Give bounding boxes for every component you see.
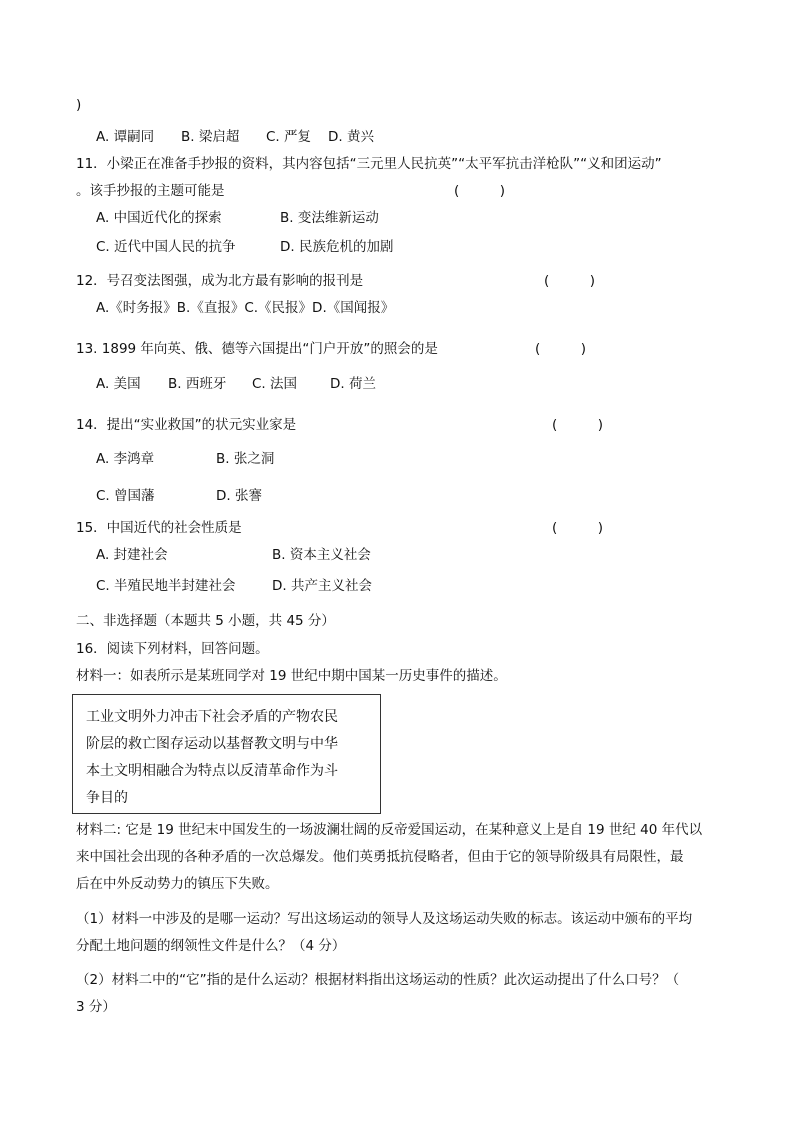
section2-heading: 二、非选择题（本题共 5 小题，共 45 分）: [76, 613, 335, 629]
q15-option-b: B. 资本主义社会: [272, 547, 371, 563]
material1-intro: 材料一：如表所示是某班同学对 19 世纪中期中国某一历史事件的描述。: [76, 668, 507, 684]
q16-stem: 16．阅读下列材料，回答问题。: [76, 641, 269, 657]
q13-stem: 13. 1899 年向英、俄、德等六国提出“门户开放”的照会的是: [76, 341, 438, 357]
q14-option-c: C. 曾国藩: [96, 488, 155, 504]
q14-stem: 14．提出“实业救国”的状元实业家是: [76, 417, 297, 433]
material1-box-line: 工业文明外力冲击下社会矛盾的产物农民: [86, 709, 338, 725]
q12-options: A.《时务报》B.《直报》C.《民报》D.《国闻报》: [96, 300, 395, 316]
q15-option-a: A. 封建社会: [96, 547, 168, 563]
q10-option-a: A. 谭嗣同: [96, 129, 155, 145]
q13-option-d: D. 荷兰: [330, 376, 376, 392]
q14-answer-paren: ( ): [552, 417, 604, 433]
material1-box-line: 本土文明相融合为特点以反清革命作为斗: [86, 763, 338, 779]
q11-option-d: D. 民族危机的加剧: [280, 239, 394, 255]
q11-option-c: C. 近代中国人民的抗争: [96, 239, 236, 255]
q12-stem: 12．号召变法图强，成为北方最有影响的报刊是: [76, 273, 364, 289]
q11-stem-line1: 11．小梁正在准备手抄报的资料，其内容包括“三元里人民抗英”“太平军抗击洋枪队”“义和团运动”: [76, 156, 662, 172]
q15-answer-paren: ( ): [552, 520, 604, 536]
q10-paren-close: ): [76, 97, 82, 113]
subquestion-1-line: （1）材料一中涉及的是哪一运动？写出这场运动的领导人及这场运动失败的标志。该运动中颁布的平均: [76, 911, 693, 927]
q11-option-a: A. 中国近代化的探索: [96, 210, 222, 226]
material2-line: 来中国社会出现的各种矛盾的一次总爆发。他们英勇抵抗侵略者，但由于它的领导阶级具有局限性，最: [76, 849, 684, 865]
q11-stem-line2: 。该手抄报的主题可能是: [76, 183, 225, 199]
q14-option-d: D. 张謇: [216, 488, 262, 504]
material2-line: 材料二: 它是 19 世纪末中国发生的一场波澜壮阔的反帝爱国运动，在某种意义上是自 19 世纪 40 年代以: [76, 822, 703, 838]
material1-box-line: 争目的: [86, 790, 128, 806]
q11-answer-paren: ( ): [454, 183, 506, 199]
material2-line: 后在中外反动势力的镇压下失败。: [76, 876, 279, 892]
q13-option-a: A. 美国: [96, 376, 141, 392]
q10-option-b: B. 梁启超: [181, 129, 240, 145]
q15-stem: 15．中国近代的社会性质是: [76, 520, 242, 536]
material1-box-line: 阶层的救亡图存运动以基督教文明与中华: [86, 736, 338, 752]
q12-answer-paren: ( ): [544, 273, 596, 289]
q14-option-b: B. 张之洞: [216, 451, 275, 467]
subquestion-2-line: （2）材料二中的“它”指的是什么运动？根据材料指出这场运动的性质？此次运动提出了什么口号？（: [76, 972, 680, 988]
q13-answer-paren: ( ): [535, 341, 587, 357]
q10-option-d: D. 黄兴: [328, 129, 374, 145]
q10-option-c: C. 严复: [266, 129, 312, 145]
q13-option-c: C. 法国: [252, 376, 298, 392]
q13-option-b: B. 西班牙: [168, 376, 227, 392]
subquestion-2-line: 3 分）: [76, 999, 116, 1015]
q15-option-c: C. 半殖民地半封建社会: [96, 578, 236, 594]
subquestion-1-line: 分配土地问题的纲领性文件是什么？（4 分）: [76, 938, 346, 954]
q14-option-a: A. 李鸿章: [96, 451, 155, 467]
q15-option-d: D. 共产主义社会: [272, 578, 372, 594]
q11-option-b: B. 变法维新运动: [280, 210, 379, 226]
